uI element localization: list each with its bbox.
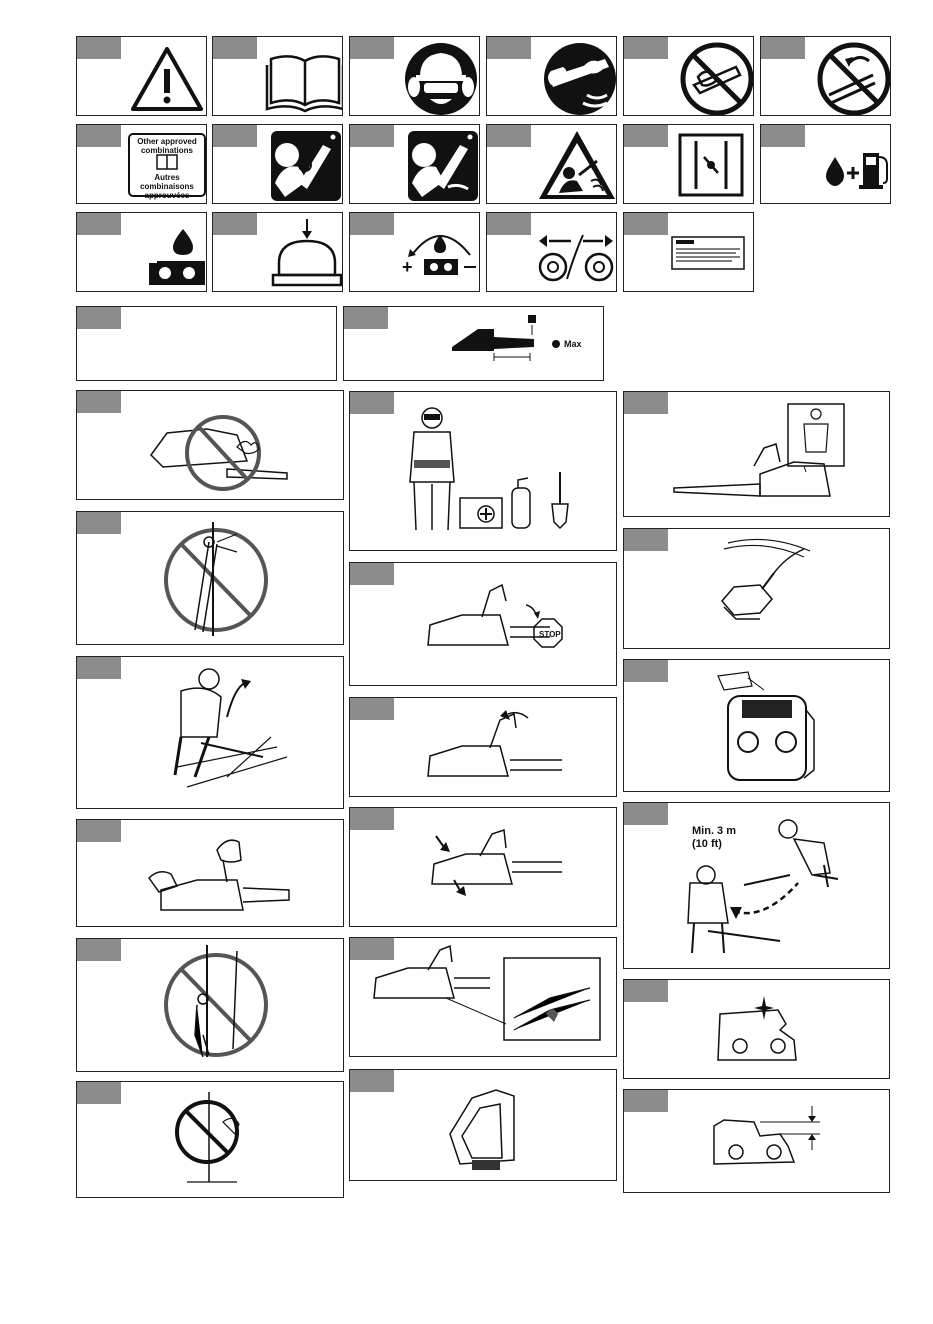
- chain-brake-release-illustration: [350, 698, 617, 797]
- no-cutting-above-shoulder-illustration: [77, 1082, 344, 1198]
- panel-protection: [349, 36, 480, 116]
- rear-hand-guard-illustration: [350, 1070, 617, 1181]
- oil-flow-adjust-icon: [350, 213, 480, 292]
- chain-brake-disengaged-icon: [213, 125, 343, 204]
- panel-no-ladder: [76, 511, 344, 645]
- bar-length-chainsaw-icon: [344, 307, 604, 381]
- personal-protective-equipment-illustration: [350, 392, 617, 551]
- panel-two-hands: [486, 36, 617, 116]
- panel-starting-position: [76, 819, 344, 927]
- chain-brake-engaged-icon: [350, 125, 480, 204]
- chainsaw-stop-switch-illustration: [350, 563, 617, 686]
- panel-safe-distance: [623, 802, 890, 969]
- depth-gauge-illustration: [624, 1090, 890, 1193]
- sharp-spark-icon: [754, 996, 774, 1020]
- kickback-danger-triangle-icon: [487, 125, 617, 204]
- primer-bulb-icon: [213, 213, 343, 292]
- panel-wide-empty: [76, 306, 337, 381]
- no-tree-cutting-illustration: [77, 939, 344, 1072]
- chain-cutter-sharpening-illustration: [624, 980, 890, 1079]
- panel-choke: [623, 124, 754, 204]
- panel-chainsaw-protection: [623, 391, 890, 517]
- stop-label: STOP: [539, 630, 561, 639]
- panel-kickback-stance: [76, 656, 344, 809]
- fuel-oil-mix-icon: [761, 125, 891, 204]
- panel-air-filter: [623, 659, 890, 792]
- chain-oil-icon: [77, 213, 207, 292]
- panel-chain-brake-release: [349, 697, 617, 797]
- panel-warning: [76, 36, 207, 116]
- autres-text: Autres combinaisons approuvées: [140, 173, 194, 200]
- panel-stop-switch: [349, 562, 617, 686]
- safe-working-distance-illustration: [624, 803, 890, 969]
- panel-spark-plug: [623, 528, 890, 649]
- min-distance-label: Min. 3 m (10 ft): [692, 825, 737, 850]
- panel-personal-equipment: [349, 391, 617, 551]
- panel-chain-cutter-sharp: [623, 979, 890, 1079]
- two-hands-chainsaw-icon: [487, 37, 617, 116]
- panel-kickback-danger: [486, 124, 617, 204]
- sprocket-icon: [552, 340, 560, 348]
- air-filter-cover-illustration: [624, 660, 890, 792]
- chain-catcher-illustration: [350, 938, 617, 1057]
- panel-chain-oil: [76, 212, 207, 292]
- fire-extinguisher-icon: [512, 488, 530, 528]
- carburetor-adjust-icon: [487, 213, 617, 292]
- operator-kickback-illustration: [77, 657, 344, 809]
- panel-no-tree-climbing: [76, 938, 344, 1072]
- panel-no-one-hand: [623, 36, 754, 116]
- panel-hand-guard: [349, 1069, 617, 1181]
- chainsaw-no-hot-muffler-illustration: [77, 391, 344, 500]
- spark-plug-disconnect-illustration: [624, 529, 890, 649]
- panel-oil-adjust: [349, 212, 480, 292]
- data-plate-icon: [624, 213, 754, 292]
- throttle-trigger-lockout-illustration: [350, 808, 617, 927]
- panel-data-plate: [623, 212, 754, 292]
- panel-chain-brake-on: [349, 124, 480, 204]
- other-approved-text: Other approved combinations: [137, 137, 197, 155]
- panel-kickback: [760, 36, 891, 116]
- head-eye-ear-protection-icon: [350, 37, 480, 116]
- panel-fuel-mix: [760, 124, 891, 204]
- panel-throttle-lock: [349, 807, 617, 927]
- panel-chain-brake-off: [212, 124, 343, 204]
- panel-no-cutting-above: [76, 1081, 344, 1198]
- max-label: Max: [564, 339, 582, 349]
- read-manual-icon: [213, 37, 343, 116]
- warning-triangle-icon: [77, 37, 207, 116]
- chainsaw-start-grip-illustration: [77, 820, 344, 927]
- no-one-hand-icon: [624, 37, 754, 116]
- label-zoom-frame: [788, 404, 844, 466]
- chain-symbol-icon: [528, 315, 536, 323]
- panel-depth-gauge: [623, 1089, 890, 1193]
- chainsaw-side-with-label-illustration: [624, 392, 890, 517]
- panel-chain-catcher: [349, 937, 617, 1057]
- panel-primer: [212, 212, 343, 292]
- svg-text:+: +: [402, 257, 413, 277]
- kickback-warning-icon: [761, 37, 891, 116]
- panel-approved-combinations: [76, 124, 207, 204]
- choke-control-icon: [624, 125, 754, 204]
- panel-no-muffler-touch: [76, 390, 344, 500]
- figure-number-tab: [77, 307, 121, 329]
- panel-carb-adjust: [486, 212, 617, 292]
- panel-read-manual: [212, 36, 343, 116]
- panel-bar-length: [343, 306, 604, 381]
- no-ladder-cutting-illustration: [77, 512, 344, 645]
